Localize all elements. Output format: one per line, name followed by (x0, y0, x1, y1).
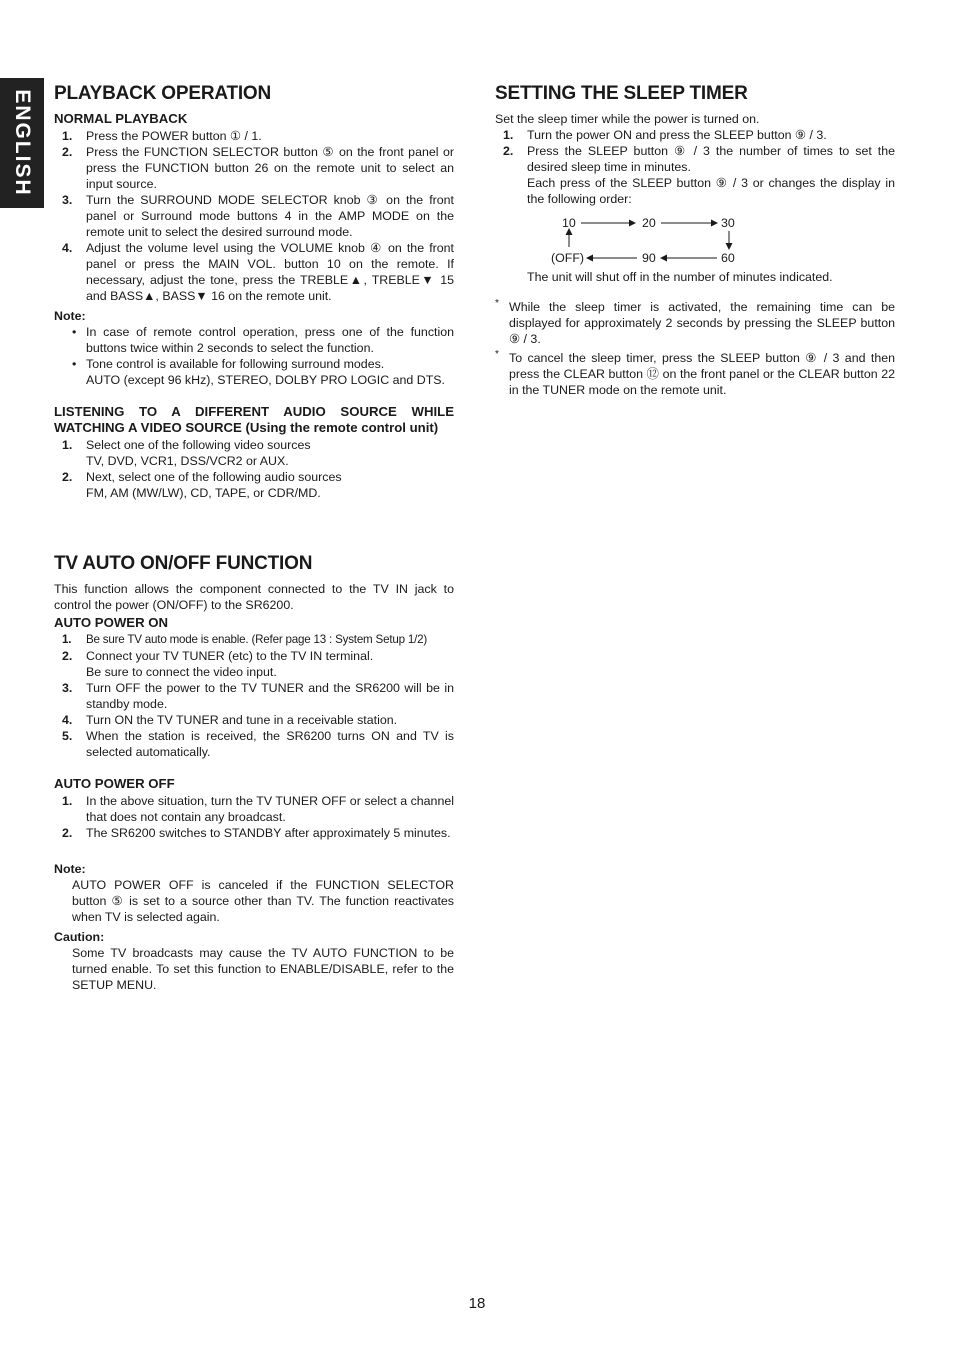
listening-steps (54, 437, 454, 501)
sleep-intro: Set the sleep timer while the power is turned on. (495, 112, 760, 126)
step: 1. Press the POWER button ① / 1. (62, 129, 262, 143)
sleep-notes (495, 299, 895, 398)
normal-steps (54, 128, 454, 304)
cycle-off: (OFF) (551, 251, 585, 265)
auto-off-steps (54, 793, 454, 841)
language-tab-label: ENGLISH (11, 89, 34, 197)
left-column (54, 83, 454, 993)
step: 3. Turn OFF the power to the TV TUNER and the SR6200 will be in standby mode. (62, 681, 454, 711)
note2-text: AUTO POWER OFF is canceled if the FUNCTION SELECTOR button ⑤ is set to a source other than TV. The function reactivates when TV is selected again. (72, 878, 454, 924)
step: 2. Press the FUNCTION SELECTOR button ⑤ on the front panel or press the FUNCTION button 26 on the remote unit to select an input source. (62, 145, 454, 191)
sleep-timer-title: SETTING THE SLEEP TIMER (495, 83, 748, 104)
cycle-30: 30 (721, 216, 735, 230)
step: 4. Adjust the volume level using the VOLUME knob ④ on the front panel or press the MAIN VOL. button 10 on the remote. If necessary, adjust the tone, press the TREBLE▲, TREBLE▼ 15 and BASS▲, BASS▼ 16 on the remote unit. (62, 241, 454, 303)
sleep-cycle-diagram (545, 213, 805, 265)
listening-title: LISTENING TO A DIFFERENT AUDIO SOURCE WHILE WATCHING A VIDEO SOURCE (Using the remote control unit) (54, 404, 454, 435)
normal-playback-title: NORMAL PLAYBACK (54, 111, 188, 126)
step: 5. When the station is received, the SR6200 turns ON and TV is selected automatically. (62, 729, 454, 759)
sleep-steps (495, 127, 895, 207)
cycle-20: 20 (642, 216, 656, 230)
note-modes: AUTO (except 96 kHz), STEREO, DOLBY PRO LOGIC and DTS. (86, 373, 445, 387)
note-item: • Tone control is available for following surround modes. (54, 356, 454, 372)
playback-title: PLAYBACK OPERATION (54, 83, 272, 104)
star-note: * To cancel the sleep timer, press the SLEEP button ⑨ / 3 and then press the CLEAR button ⑫ on the front panel or the CLEAR button 22 in the TUNER mode on the remote unit. (495, 350, 895, 398)
note-list (54, 324, 454, 372)
cycle-90: 90 (642, 251, 656, 265)
auto-on-steps (54, 632, 454, 760)
step: 1. Be sure TV auto mode is enable. (Refer page 13 : System Setup 1/2) (62, 633, 428, 646)
language-tab (0, 78, 44, 208)
note-item: • In case of remote control operation, press one of the function buttons twice within 2 seconds to select the function. (54, 324, 454, 356)
shutoff-text: The unit will shut off in the number of minutes indicated. (527, 270, 833, 284)
page-number: 18 (468, 1295, 486, 1312)
step: 1. In the above situation, turn the TV TUNER OFF or select a channel that does not contain any broadcast. (62, 794, 454, 824)
caution-label: Caution: (54, 930, 105, 944)
step: 2. Press the SLEEP button ⑨ / 3 the number of times to set the desired sleep time in minutes. Each press of the SLEEP button ⑨ / 3 or changes the display in the following order: (503, 144, 895, 206)
tv-intro: This function allows the component connected to the TV IN jack to control the power (ON/OFF) to the SR6200. (54, 582, 454, 612)
step: 4. Turn ON the TV TUNER and tune in a receivable station. (62, 713, 398, 727)
right-column (495, 83, 895, 398)
step: 2. The SR6200 switches to STANDBY after approximately 5 minutes. (62, 826, 451, 840)
step: 1. Select one of the following video sources TV, DVD, VCR1, DSS/VCR2 or AUX. (62, 438, 311, 468)
step: 1. Turn the power ON and press the SLEEP button ⑨ / 3. (503, 128, 827, 142)
note2-label: Note: (54, 862, 86, 876)
caution-text: Some TV broadcasts may cause the TV AUTO FUNCTION to be turned enable. To set this function to ENABLE/DISABLE, refer to the SETUP MENU. (72, 946, 454, 992)
auto-power-on-title: AUTO POWER ON (54, 615, 169, 630)
step: 3. Turn the SURROUND MODE SELECTOR knob ③ on the front panel or Surround mode buttons 4 in the AMP MODE on the remote unit to select the desired surround mode. (62, 193, 454, 239)
star-note: * While the sleep timer is activated, the remaining time can be displayed for approximately 2 seconds by pressing the SLEEP button ⑨ / 3. (495, 299, 895, 347)
cycle-10: 10 (562, 216, 576, 230)
step: 2. Connect your TV TUNER (etc) to the TV IN terminal. Be sure to connect the video input. (62, 649, 374, 679)
note-label: Note: (54, 309, 86, 323)
step: 2. Next, select one of the following audio sources FM, AM (MW/LW), CD, TAPE, or CDR/MD. (62, 470, 342, 500)
cycle-60: 60 (721, 251, 735, 265)
auto-power-off-title: AUTO POWER OFF (54, 776, 175, 791)
tv-auto-title: TV AUTO ON/OFF FUNCTION (54, 553, 313, 574)
